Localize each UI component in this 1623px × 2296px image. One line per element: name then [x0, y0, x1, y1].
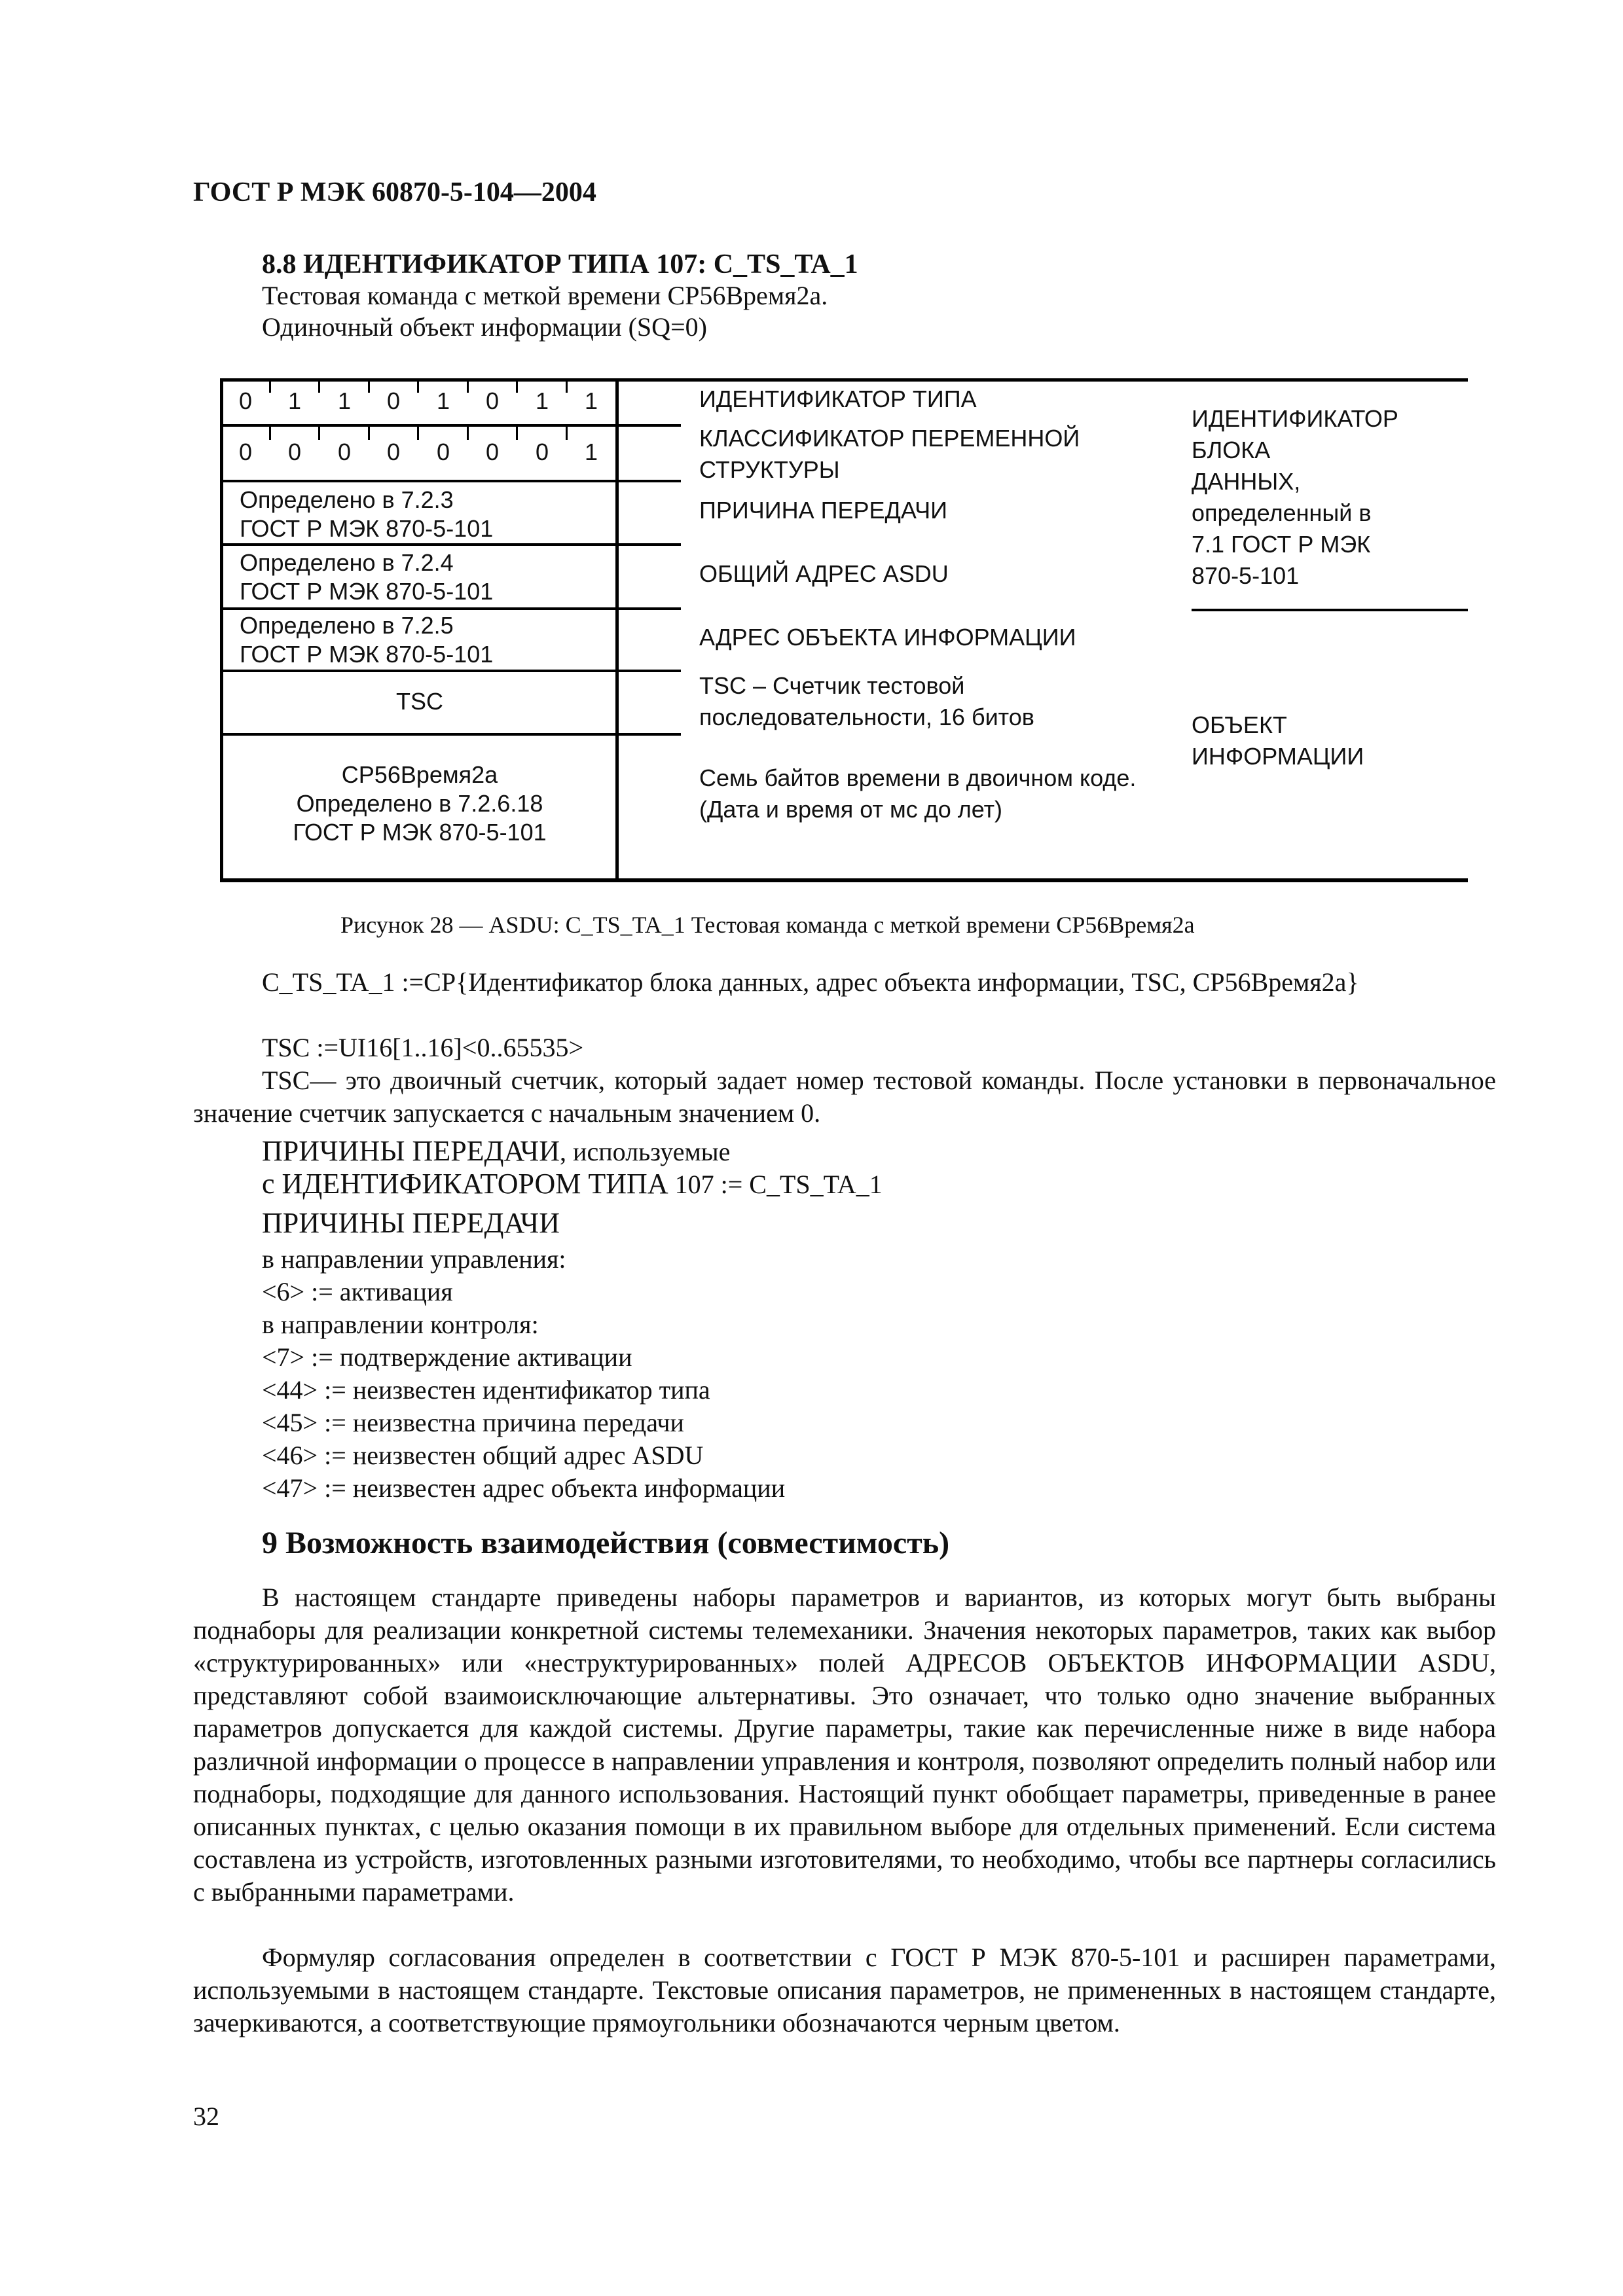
- cot-title: ПРИЧИНЫ ПЕРЕДАЧИ, используемые: [262, 1135, 731, 1167]
- direction-control: в направлении управления:: [262, 1244, 566, 1274]
- table-row-sep-4: [220, 607, 619, 610]
- bit-cell: 0: [386, 387, 401, 414]
- paragraph-9-2: Формуляр согласования определен в соответствии с ГОСТ Р МЭК 870-5-101 и расширен параметрами, используемыми в настоящем стандарте. Текстовые описания параметров, не примененных в настоящем стандарте, зачеркиваются, а соответствующие прямоугольники обозначаются черным цветом.: [193, 1943, 1496, 2037]
- table-row-sep-3: [220, 543, 619, 546]
- definition-c-ts-ta-1: C_TS_TA_1 :=CP{Идентификатор блока данных, адрес объекта информации, TSC, CP56Время2а}: [262, 967, 1359, 997]
- cause-7: <7> := подтверждение активации: [262, 1342, 632, 1372]
- document-title: ГОСТ Р МЭК 60870-5-104—2004: [193, 177, 596, 207]
- table-cell-time: CP56Время2а Определено в 7.2.6.18 ГОСТ Р МЭК 870-5-101: [293, 761, 547, 846]
- cause-44: <44> := неизвестен идентификатор типа: [262, 1375, 710, 1405]
- bit-cell: 0: [238, 439, 253, 465]
- bit-cell: 0: [485, 387, 500, 414]
- connector-6: [615, 733, 681, 736]
- bit-cell: 1: [436, 387, 450, 414]
- section-subtitle-1: Тестовая команда с меткой времени CP56Время2а.: [262, 281, 828, 310]
- bit-cell: 0: [337, 439, 352, 465]
- connector-5: [615, 670, 681, 672]
- bit-cell: 0: [485, 439, 500, 465]
- bit-cell: 0: [238, 387, 253, 414]
- table-cell-tsc: TSC: [396, 688, 443, 715]
- bit-cell: 0: [535, 439, 549, 465]
- group-data-unit-id: ИДЕНТИФИКАТОР БЛОКА ДАННЫХ, определенный в 7.1 ГОСТ Р МЭК 870-5-101: [1192, 405, 1398, 589]
- desc-asdu-address: ОБЩИЙ АДРЕС ASDU: [699, 560, 949, 587]
- page-number: 32: [193, 2102, 219, 2131]
- connector-2: [615, 480, 681, 482]
- table-row-sep-6: [220, 733, 619, 736]
- connector-1: [615, 424, 681, 427]
- desc-ioa: АДРЕС ОБЪЕКТА ИНФОРМАЦИИ: [699, 624, 1076, 651]
- paragraph-9-1: В настоящем стандарте приведены наборы параметров и вариантов, из которых могут быть выбраны поднаборы для реализации конкретной системы телемеханики. Значения некоторых параметров, таких как выбор «структурированных» или «неструктурированных» полей АДРЕСОВ ОБЪЕКТОВ ИНФОРМАЦИИ ASDU, представляют собой взаимоисключающие альтернативы. Это означает, что только одно значение выбранных параметров допускается для каждой системы. Другие параметры, такие как перечисленные ниже в виде набора различной информации о процессе в направлении управления и контроля, позволяют определить полный набор или поднаборы, подходящие для данного использования. Настоящий пункт обобщает параметры, приведенные в ранее описанных пунктах, с целью оказания помощи в их правильном выборе для отдельных применений. Если система составлена из устройств, изготовленных разными изготовителями, то необходимо, чтобы все партнеры согласились с выбранными параметрами.: [193, 1583, 1496, 1907]
- cause-45: <45> := неизвестна причина передачи: [262, 1408, 684, 1437]
- bit-cell: 1: [535, 387, 549, 414]
- bit-cell: 0: [386, 439, 401, 465]
- figure-bottom-border: [220, 878, 1468, 882]
- definition-tsc: TSC :=UI16[1..16]<0..65535>: [262, 1033, 583, 1062]
- table-cell-ioa: Определено в 7.2.5 ГОСТ Р МЭК 870-5-101: [240, 612, 494, 668]
- direction-monitor: в направлении контроля:: [262, 1310, 539, 1339]
- desc-time: Семь байтов времени в двоичном коде. (Дата и время от мс до лет): [699, 764, 1137, 823]
- cause-46: <46> := неизвестен общий адрес ASDU: [262, 1441, 704, 1470]
- table-row-sep-1: [220, 424, 619, 427]
- table-cell-cot: Определено в 7.2.3 ГОСТ Р МЭК 870-5-101: [240, 486, 494, 542]
- table-top-border: [220, 378, 619, 382]
- table-cell-asdu-address: Определено в 7.2.4 ГОСТ Р МЭК 870-5-101: [240, 549, 494, 605]
- cot-subtitle: с ИДЕНТИФИКАТОРОМ ТИПА 107 := C_TS_TA_1: [262, 1168, 883, 1200]
- desc-type-id: ИДЕНТИФИКАТОР ТИПА: [699, 386, 977, 412]
- cause-6: <6> := активация: [262, 1277, 453, 1306]
- table-row-sep-2: [220, 480, 619, 482]
- section-heading: 8.8 ИДЕНТИФИКАТОР ТИПА 107: C_TS_TA_1: [262, 249, 858, 279]
- bit-cell: 0: [436, 439, 450, 465]
- desc-vsq: КЛАССИФИКАТОР ПЕРЕМЕННОЙ СТРУКТУРЫ: [699, 425, 1080, 483]
- bit-cell: 0: [287, 439, 302, 465]
- desc-tsc: TSC – Счетчик тестовой последовательности, 16 битов: [699, 672, 1034, 730]
- figure-top-border: [615, 378, 1468, 382]
- paragraph-tsc: TSC— это двоичный счетчик, который задает номер тестовой команды. После установки в первоначальное значение счетчик запускается с начальным значением 0.: [193, 1066, 1496, 1128]
- bit-cell: 1: [287, 387, 302, 414]
- cot-heading: ПРИЧИНЫ ПЕРЕДАЧИ: [262, 1207, 560, 1239]
- section-subtitle-2: Одиночный объект информации (SQ=0): [262, 312, 707, 342]
- bit-cell: 1: [337, 387, 352, 414]
- connector-3: [615, 543, 681, 546]
- connector-4: [615, 607, 681, 610]
- cause-47: <47> := неизвестен адрес объекта информации: [262, 1473, 786, 1503]
- bit-cell: 1: [584, 439, 598, 465]
- bit-cell: 1: [584, 387, 598, 414]
- figure-caption: Рисунок 28 — ASDU: C_TS_TA_1 Тестовая команда с меткой времени CP56Время2а: [340, 912, 1195, 938]
- desc-cot: ПРИЧИНА ПЕРЕДАЧИ: [699, 497, 948, 524]
- table-row-sep-5: [220, 670, 619, 672]
- group-information-object: ОБЪЕКТ ИНФОРМАЦИИ: [1192, 711, 1364, 770]
- group-separator: [1192, 609, 1468, 611]
- section-9-heading: 9 Возможность взаимодействия (совместимость): [262, 1526, 950, 1560]
